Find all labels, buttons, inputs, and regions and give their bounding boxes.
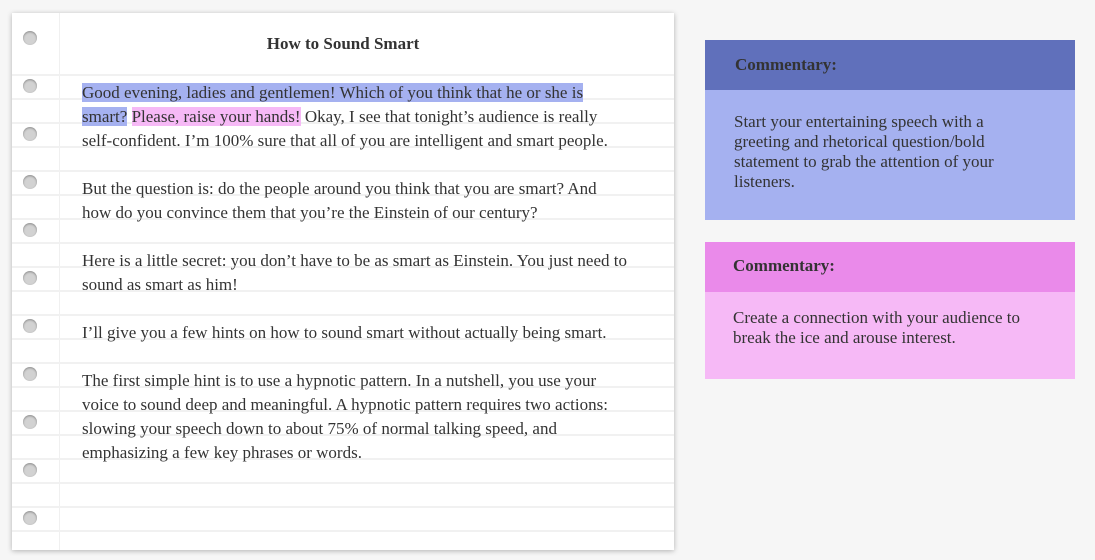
- commentary-body: Create a connection with your audience to break the ice and arouse interest.: [705, 292, 1075, 379]
- binder-hole-icon: [23, 271, 37, 285]
- document-title: How to Sound Smart: [266, 34, 420, 53]
- notebook-paper: [12, 13, 674, 550]
- ruled-line: [12, 530, 674, 532]
- highlighted-connection[interactable]: Please, raise your hands!: [131, 107, 301, 126]
- binder-hole-icon: [23, 367, 37, 381]
- binder-hole-icon: [23, 175, 37, 189]
- ruled-line: [12, 74, 674, 76]
- paragraph[interactable]: Here is a little secret: you don’t have to be as smart as Einstein. You just need to sound as smart as him!: [82, 251, 627, 294]
- highlighted-greeting[interactable]: Good evening, ladies and gentlemen! Which of you think that he or she is smart?: [82, 83, 584, 126]
- document-body[interactable]: [82, 81, 630, 489]
- commentary-header: Commentary:: [705, 242, 1075, 292]
- paragraph[interactable]: But the question is: do the people around you think that you are smart? And how do you convince them that you’re the Einstein of our century?: [82, 179, 597, 222]
- paragraph[interactable]: [82, 81, 630, 153]
- binder-hole-icon: [23, 463, 37, 477]
- commentary-header: Commentary:: [705, 40, 1075, 90]
- commentary-body: Start your entertaining speech with a greeting and rhetorical question/bold statement to grab the attention of your listeners.: [705, 90, 1075, 220]
- commentary-card-connection: [705, 242, 1075, 379]
- binder-hole-icon: [23, 319, 37, 333]
- binder-hole-icon: [23, 223, 37, 237]
- binder-hole-icon: [23, 79, 37, 93]
- margin-line: [59, 13, 60, 550]
- paragraph-text: Okay, I see that tonight’s audience is really self-confident. I’m 100% sure that all of you are intelligent and smart people.: [82, 107, 608, 150]
- binder-hole-icon: [23, 127, 37, 141]
- ruled-line: [12, 506, 674, 508]
- paragraph[interactable]: I’ll give you a few hints on how to sound smart without actually being smart.: [82, 323, 607, 342]
- commentary-card-greeting: [705, 40, 1075, 220]
- binder-hole-icon: [23, 511, 37, 525]
- paragraph[interactable]: The first simple hint is to use a hypnotic pattern. In a nutshell, you use your voice to sound deep and meaningful. A hypnotic pattern requires two actions: slowing your speech down to about 75% of normal talking speed, and emphasizing a few key phrases or words.: [82, 371, 608, 462]
- binder-hole-icon: [23, 415, 37, 429]
